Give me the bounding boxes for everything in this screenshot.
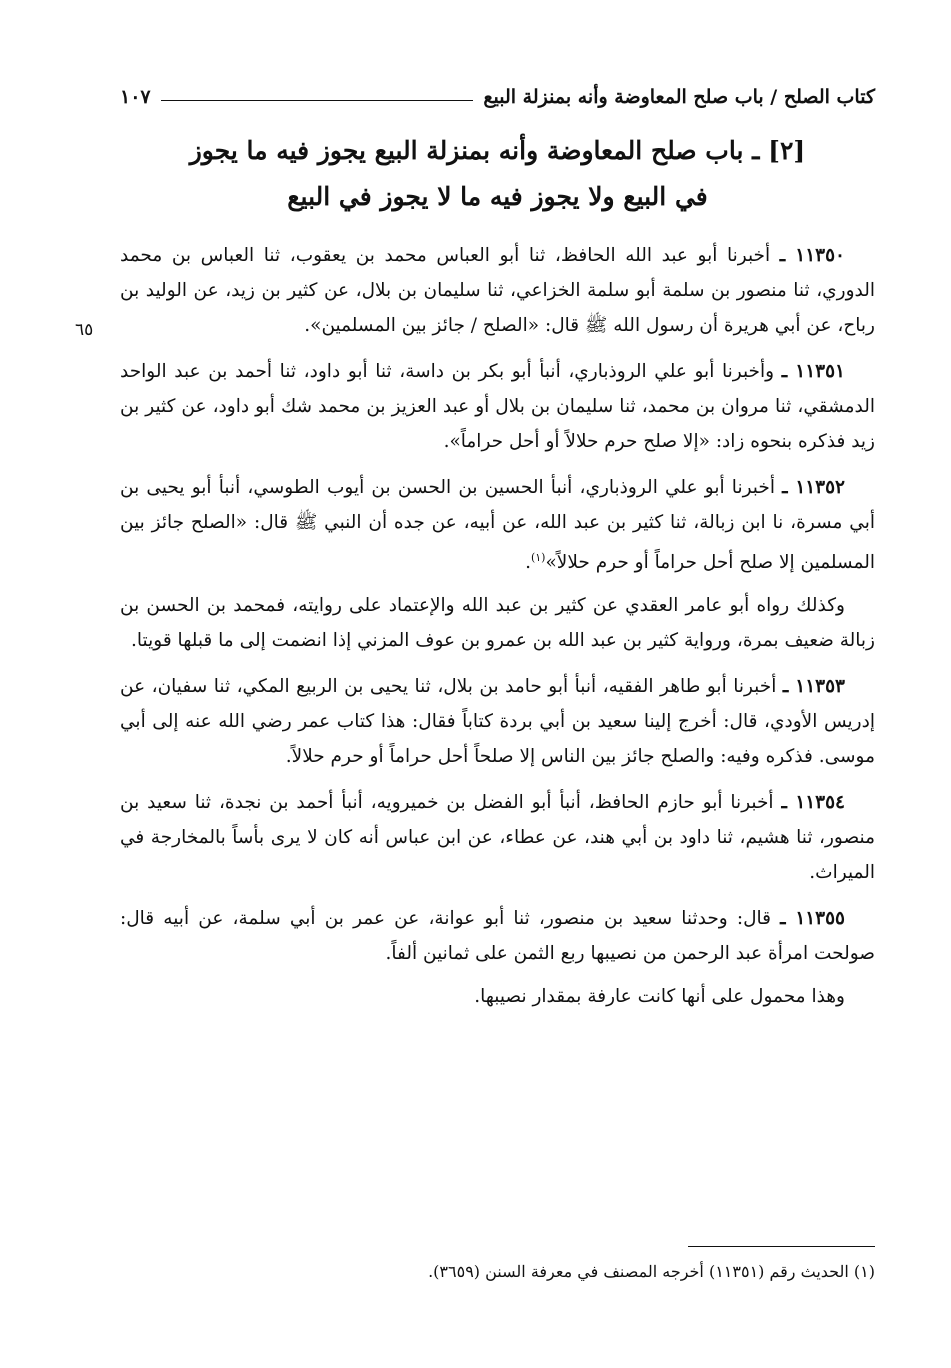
header-title: كتاب الصلح / باب صلح المعاوضة وأنه بمنزلة البيع — [483, 86, 875, 108]
commentary-text: وكذلك رواه أبو عامر العقدي عن كثير بن عبد الله والإعتماد على روايته، فمحمد بن الحسن بن زبالة ضعيف بمرة، ورواية كثير بن عبد الله بن عمرو بن عوف المزني إذا انضمت إلى ما قبلها قويتا. — [120, 595, 875, 652]
closing-commentary — [120, 979, 875, 1014]
hadith-number: ١١٣٥٠ ـ — [779, 245, 845, 266]
commentary-paragraph — [120, 588, 875, 658]
chapter-title-line-2: في البيع ولا يجوز فيه ما لا يجوز في البيع — [287, 182, 708, 211]
margin-folio-note: ٦٥ — [75, 320, 94, 340]
footnote: (١) الحديث رقم (١١٣٥١) أخرجه المصنف في معرفة السنن (٣٦٥٩). — [428, 1262, 875, 1281]
hadith-text: قال: وحدثنا سعيد بن منصور، ثنا أبو عوانة، عن عمر بن أبي سلمة، عن أبيه قال: صولحت امرأة عبد الرحمن من نصيبها ربع الثمن على ثمانين ألفاً. — [120, 908, 875, 965]
hadith-text: أخبرنا أبو عبد الله الحافظ، ثنا أبو العباس محمد بن يعقوب، ثنا العباس بن محمد الدوري، ثنا منصور بن سلمة أبو سلمة الخزاعي، ثنا سليمان بن بلال، عن كثير بن زيد، عن الوليد بن رباح، عن أبي هريرة أن رسول الله ﷺ قال: «الصلح / جائز بين المسلمين». — [120, 245, 875, 336]
hadith-paragraph-11352 — [120, 470, 875, 580]
page-number: ١٠٧ — [120, 86, 151, 108]
footnote-marker: (١) — [530, 551, 546, 564]
hadith-text: وأخبرنا أبو علي الروذباري، أنبأ أبو بكر بن داسة، ثنا أبو داود، ثنا أحمد بن عبد الواحد الدمشقي، ثنا مروان بن محمد، ثنا سليمان بن بلال أو عبد العزيز بن محمد شك أبو داود، عن كثير بن زيد فذكره بنحوه زاد: «إلا صلح حرم حلالاً أو أحل حراماً». — [120, 361, 875, 452]
hadith-number: ١١٣٥٣ ـ — [782, 676, 845, 698]
body-text — [120, 238, 875, 1025]
hadith-text: أخبرنا أبو علي الروذباري، أنبأ الحسين بن الحسن بن أيوب الطوسي، أنبأ أبو يحيى بن أبي مسرة، نا ابن زبالة، ثنا كثير بن عبد الله، عن أبيه، عن جده أن النبي ﷺ قال: «الصلح جائز بين المسلمين إلا صلح أحل حراماً أو حرم حلالاً» — [120, 477, 875, 574]
chapter-title — [120, 128, 875, 220]
hadith-paragraph-11350 — [120, 238, 875, 343]
hadith-number: ١١٣٥٤ ـ — [781, 792, 845, 814]
footnote-separator — [688, 1246, 875, 1247]
hadith-paragraph-11351 — [120, 354, 875, 459]
running-header — [120, 74, 875, 108]
hadith-text: أخبرنا أبو حازم الحافظ، أنبأ أبو الفضل بن خميرويه، أنبأ أحمد بن نجدة، ثنا سعيد بن منصور، ثنا هشيم، ثنا داود بن أبي هند، عن عطاء، عن ابن عباس أنه كان لا يرى بأساً بالمخارجة في الميراث. — [120, 792, 875, 884]
chapter-title-line-1: [٢] ـ باب صلح المعاوضة وأنه بمنزلة البيع يجوز فيه ما يجوز — [189, 136, 806, 165]
hadith-text: أخبرنا أبو طاهر الفقيه، أنبأ أبو حامد بن بلال، ثنا يحيى بن الربيع المكي، ثنا سفيان، عن إدريس الأودي، قال: أخرج إلينا سعيد بن أبي بردة كتاباً فقال: هذا كتاب عمر رضي الله عنه إلى أبي موسى. فذكره وفيه: والصلح جائز بين الناس إلا صلحاً أحل حراماً أو حرم حلالاً. — [120, 676, 875, 768]
hadith-paragraph-11353 — [120, 669, 875, 774]
hadith-number: ١١٣٥١ ـ — [781, 361, 845, 382]
hadith-number: ١١٣٥٥ ـ — [780, 908, 845, 930]
hadith-number: ١١٣٥٢ ـ — [782, 477, 845, 498]
hadith-text-tail: . — [525, 552, 531, 574]
hadith-paragraph-11355 — [120, 901, 875, 971]
commentary-text: وهذا محمول على أنها كانت عارفة بمقدار نصيبها. — [474, 986, 845, 1008]
header-rule — [161, 100, 474, 101]
hadith-paragraph-11354 — [120, 785, 875, 890]
